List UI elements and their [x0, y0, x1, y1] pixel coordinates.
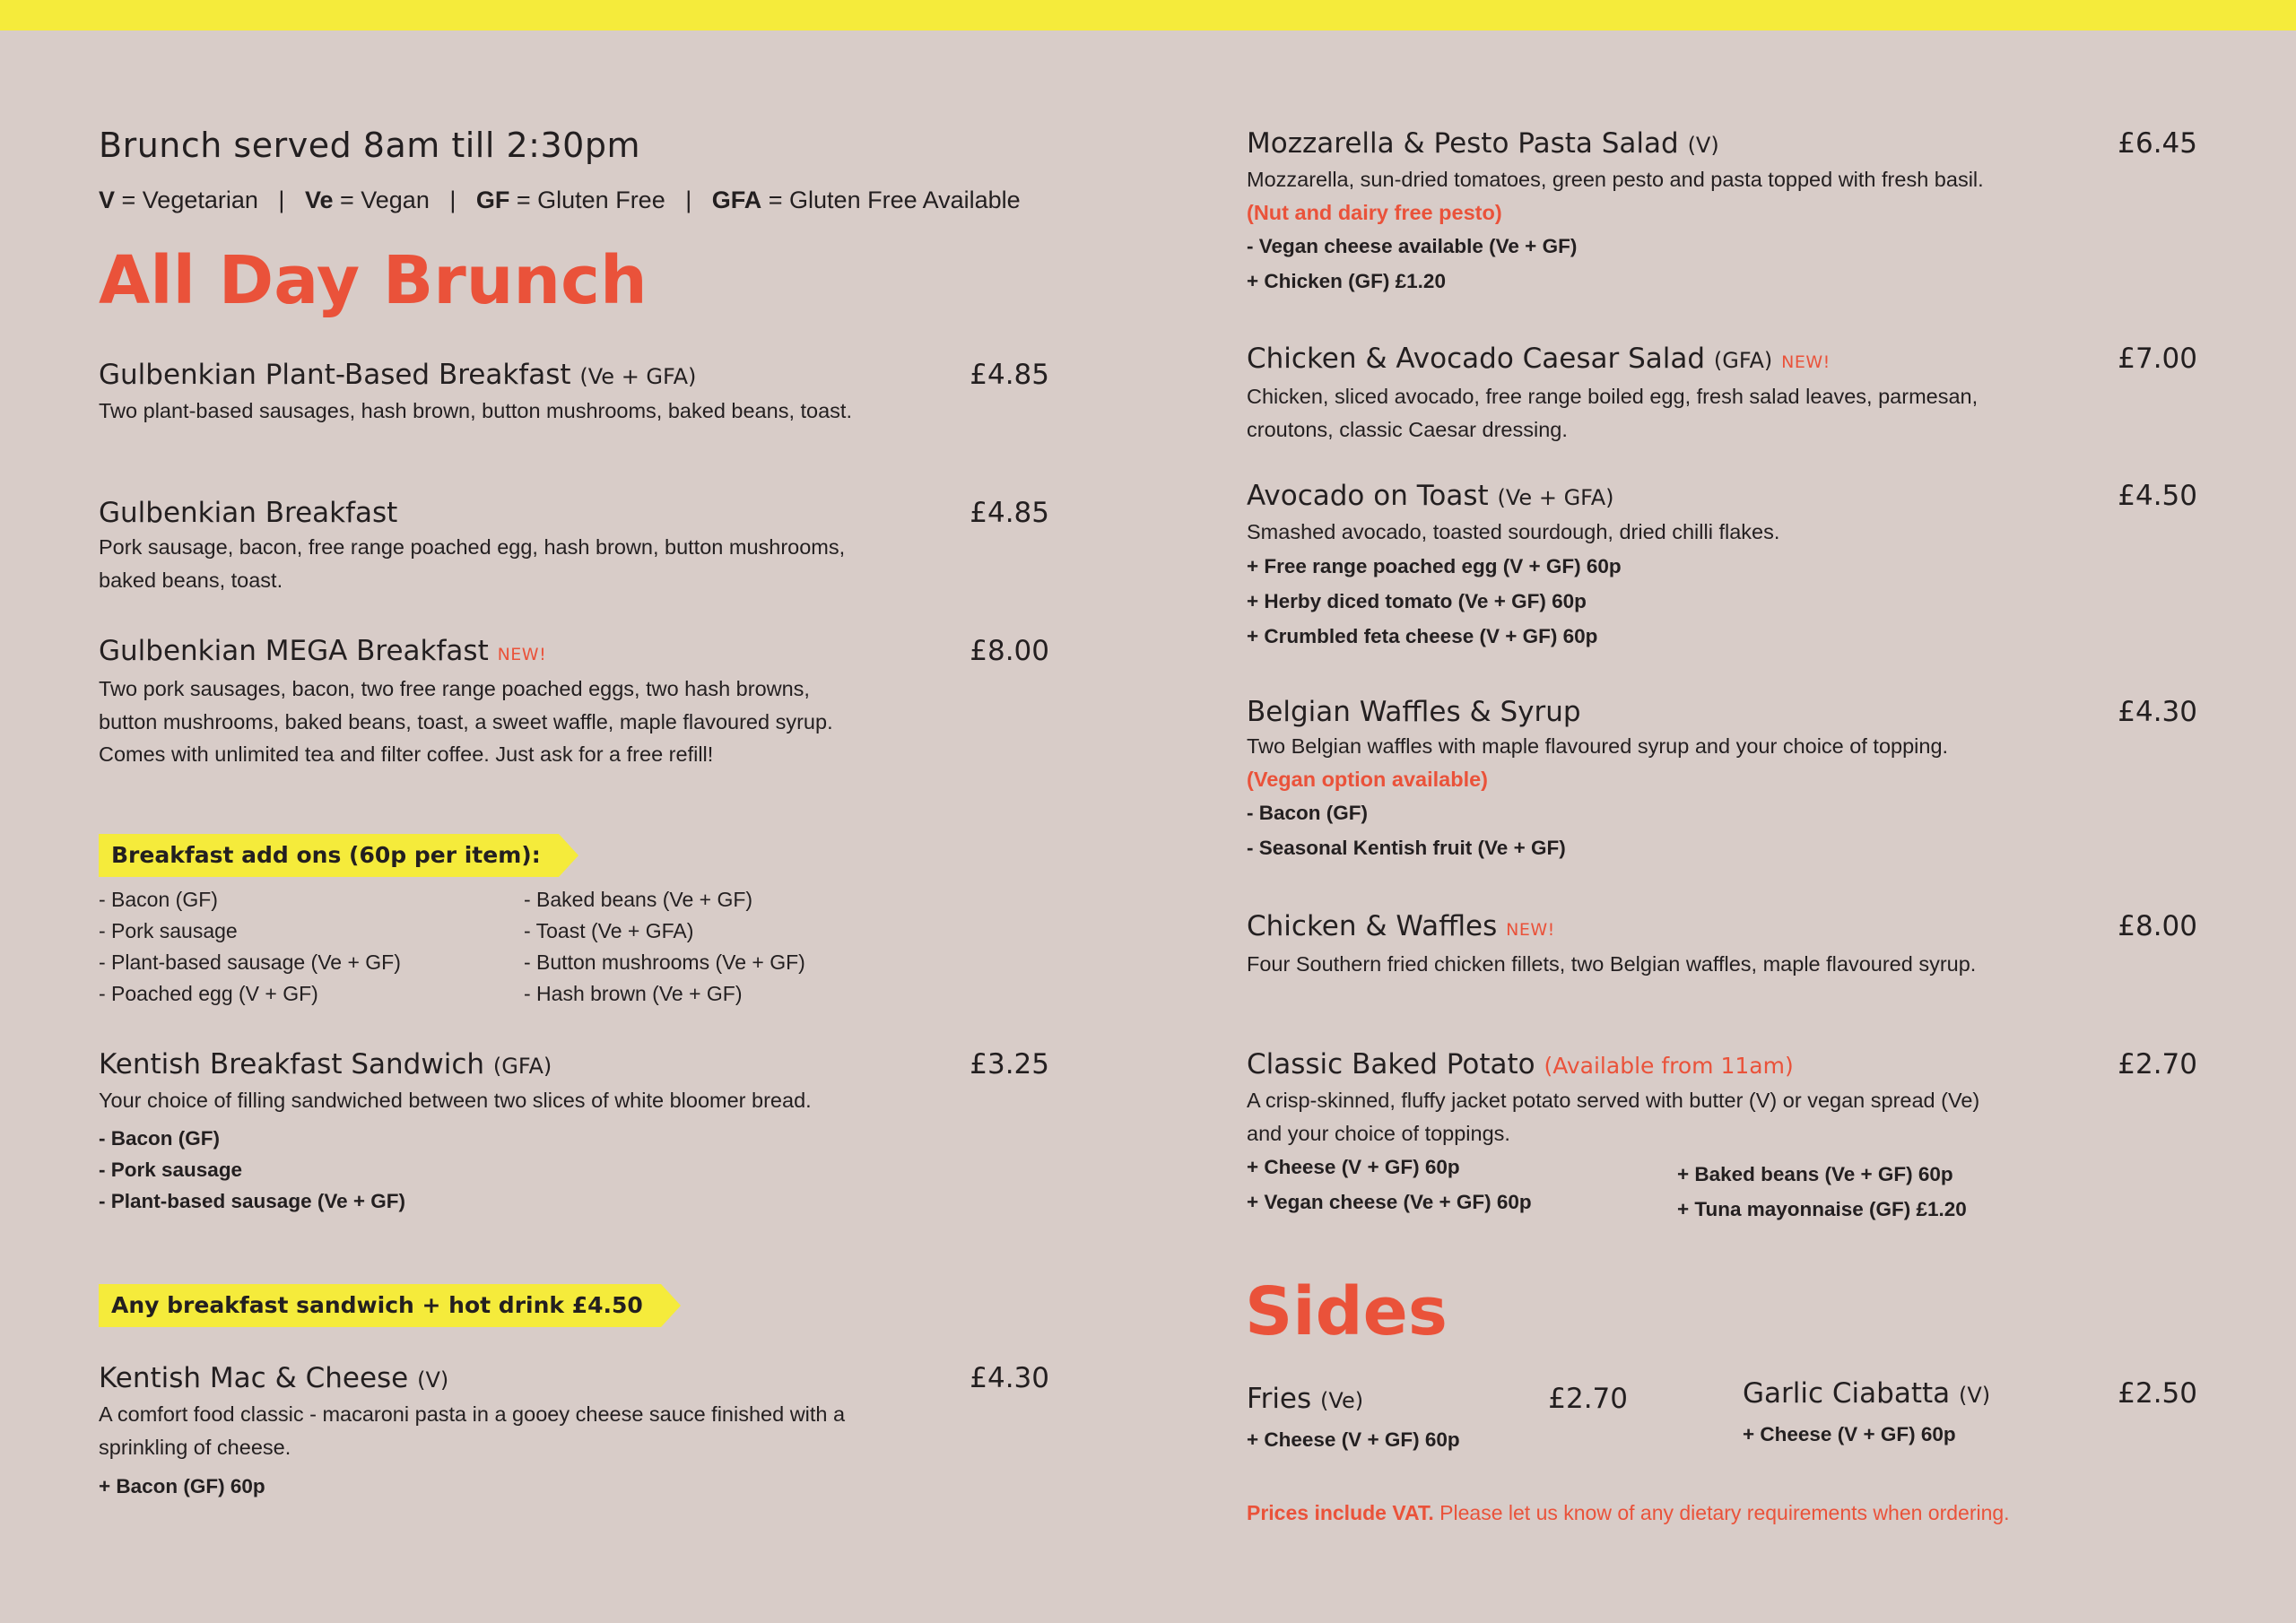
item-price: £2.70 [1548, 1383, 1628, 1415]
item-name: Chicken & Avocado Caesar Salad [1247, 343, 1706, 375]
option-item: + Crumbled feta cheese (V + GF) 60p [1247, 624, 1598, 647]
top-color-bar [0, 0, 2296, 30]
availability-note: (Available from 11am) [1544, 1053, 1794, 1079]
legend-text: = Vegetarian [115, 187, 258, 213]
item-title [1247, 908, 2197, 948]
item-description: Chicken, sliced avocado, free range boiled egg, fresh salad leaves, parmesan, croutons, classic Caesar dressing. [1247, 385, 1979, 441]
item-price: £3.25 [970, 1048, 1049, 1081]
new-badge: NEW! [1781, 352, 1831, 372]
item-price: £7.00 [2118, 343, 2197, 375]
option-item: + Cheese (V + GF) 60p [1743, 1423, 1956, 1445]
options-col-2 [1677, 1157, 1967, 1227]
dietary-tag: (Ve + GFA) [579, 364, 697, 389]
item-options [1247, 1150, 2197, 1230]
item-name: Kentish Breakfast Sandwich [99, 1048, 485, 1081]
menu-item-plant-breakfast [99, 357, 1049, 428]
options-col-1 [1247, 1150, 1532, 1219]
item-price: £2.50 [2118, 1377, 2197, 1410]
item-name: Mozzarella & Pesto Pasta Salad [1247, 127, 1679, 160]
option-item: + Cheese (V + GF) 60p [1247, 1156, 1460, 1178]
menu-item-garlic-ciabatta [1743, 1376, 2197, 1452]
item-options [1247, 229, 2197, 299]
footer-note [1247, 1501, 2010, 1525]
menu-item-breakfast-sandwich [99, 1046, 1049, 1217]
item-price: £2.70 [2118, 1048, 2197, 1081]
item-price: £8.00 [970, 635, 1049, 667]
item-description [1247, 730, 2018, 795]
legend-code: GFA [711, 187, 762, 213]
item-name: Fries [1247, 1383, 1312, 1415]
item-name: Kentish Mac & Cheese [99, 1362, 409, 1394]
item-name: Gulbenkian Breakfast [99, 497, 398, 529]
description-text: Mozzarella, sun-dried tomatoes, green pesto and pasta topped with fresh basil. [1247, 168, 1984, 191]
dietary-legend: V = Vegetarian | Ve = Vegan | GF = Gluten Free | GFA = Gluten Free Available [99, 187, 1021, 213]
list-item: - Pork sausage [99, 919, 238, 942]
dietary-request-note: Please let us know of any dietary requirements when ordering. [1433, 1501, 2010, 1524]
item-price: £8.00 [2118, 910, 2197, 942]
item-title [99, 357, 1049, 395]
new-badge: NEW! [497, 645, 547, 664]
item-name: Chicken & Waffles [1247, 910, 1498, 942]
description-text: Two Belgian waffles with maple flavoured syrup and your choice of topping. [1247, 734, 1949, 758]
item-description: Smashed avocado, toasted sourdough, dried chilli flakes. [1247, 520, 1780, 543]
item-description: Two pork sausages, bacon, two free range poached eggs, two hash browns, button mushrooms, baked beans, toast, a sweet waffle, maple flavoured syrup. Comes with unlimited tea and filter coffee. Just ask for a free refill! [99, 677, 833, 766]
item-description: Two plant-based sausages, hash brown, button mushrooms, baked beans, toast. [99, 399, 852, 422]
dietary-tag: (V) [1687, 133, 1719, 158]
item-description: A crisp-skinned, fluffy jacket potato served with butter (V) or vegan spread (Ve) and your choice of toppings. [1247, 1089, 1980, 1145]
item-price: £6.45 [2118, 127, 2197, 160]
option-item: + Cheese (V + GF) 60p [1247, 1428, 1460, 1451]
option-item: + Tuna mayonnaise (GF) £1.20 [1677, 1198, 1967, 1220]
option-item: - Pork sausage [99, 1158, 243, 1181]
dietary-tag: (Ve + GFA) [1497, 485, 1614, 510]
sides-title: Sides [1245, 1273, 1448, 1350]
dietary-tag: (V) [1958, 1383, 1991, 1408]
menu-item-mac-cheese [99, 1360, 1049, 1504]
menu-item-breakfast [99, 495, 1049, 596]
new-badge: NEW! [1506, 920, 1555, 940]
item-options [1247, 795, 2197, 865]
option-item: + Vegan cheese (Ve + GF) 60p [1247, 1191, 1532, 1213]
item-price: £4.30 [2118, 696, 2197, 728]
legend-code: Ve [304, 187, 334, 213]
menu-item-baked-potato [1247, 1046, 2197, 1230]
item-name: Avocado on Toast [1247, 480, 1489, 512]
option-item: - Bacon (GF) [1247, 802, 1368, 824]
item-options [1247, 549, 2197, 654]
list-item: - Hash brown (Ve + GF) [524, 982, 743, 1005]
item-name: Belgian Waffles & Syrup [1247, 696, 1581, 728]
option-item: + Baked beans (Ve + GF) 60p [1677, 1163, 1953, 1185]
item-options [99, 1123, 1049, 1217]
option-item: + Bacon (GF) 60p [99, 1475, 265, 1497]
addons-list-2 [524, 884, 954, 1010]
menu-item-avocado-toast [1247, 478, 2197, 654]
dietary-note: (Vegan option available) [1247, 767, 1488, 791]
option-item: + Free range poached egg (V + GF) 60p [1247, 554, 1622, 577]
option-item: - Plant-based sausage (Ve + GF) [99, 1189, 405, 1212]
addons-banner: Breakfast add ons (60p per item): [99, 834, 559, 877]
legend-code: V [99, 187, 116, 213]
item-description: Four Southern fried chicken fillets, two Belgian waffles, maple flavoured syrup. [1247, 952, 1977, 976]
legend-code: GF [475, 187, 510, 213]
list-item: - Plant-based sausage (Ve + GF) [99, 950, 401, 974]
item-options [99, 1469, 1049, 1504]
menu-item-belgian-waffles [1247, 694, 2197, 865]
dietary-tag: (GFA) [1713, 348, 1773, 373]
option-item: - Seasonal Kentish fruit (Ve + GF) [1247, 837, 1566, 859]
item-description: Your choice of filling sandwiched between two slices of white bloomer bread. [99, 1089, 812, 1112]
list-item: - Button mushrooms (Ve + GF) [524, 950, 805, 974]
option-item: + Chicken (GF) £1.20 [1247, 270, 1446, 292]
item-description: A comfort food classic - macaroni pasta in a gooey cheese sauce finished with a sprinkling of cheese. [99, 1402, 846, 1459]
legend-text: = Gluten Free Available [761, 187, 1021, 213]
item-price: £4.30 [970, 1362, 1049, 1394]
sandwich-deal-banner: Any breakfast sandwich + hot drink £4.50 [99, 1284, 661, 1327]
item-price: £4.85 [970, 359, 1049, 391]
addons-list-1 [99, 884, 520, 1010]
option-item: + Herby diced tomato (Ve + GF) 60p [1247, 589, 1587, 612]
item-title [1247, 126, 2197, 163]
legend-text: = Gluten Free [509, 187, 665, 213]
dietary-note: (Nut and dairy free pesto) [1247, 200, 1502, 224]
item-name: Gulbenkian Plant-Based Breakfast [99, 359, 571, 391]
dietary-tag: (Ve) [1320, 1388, 1364, 1413]
item-title [1247, 341, 2197, 380]
menu-item-pasta-salad [1247, 126, 2197, 299]
legend-text: = Vegan [333, 187, 430, 213]
option-item: - Bacon (GF) [99, 1126, 220, 1150]
item-price: £4.50 [2118, 480, 2197, 512]
item-title [99, 1046, 1049, 1084]
brunch-hours-heading: Brunch served 8am till 2:30pm [99, 126, 640, 165]
menu-item-chicken-waffles [1247, 908, 2197, 981]
item-name: Garlic Ciabatta [1743, 1377, 1951, 1410]
item-name: Gulbenkian MEGA Breakfast [99, 635, 489, 667]
item-description [1247, 163, 2018, 229]
dietary-tag: (GFA) [492, 1054, 552, 1079]
item-description: Pork sausage, bacon, free range poached egg, hash brown, button mushrooms, baked beans, toast. [99, 535, 846, 592]
item-title [1247, 694, 2197, 730]
item-title [99, 633, 1049, 673]
all-day-brunch-title: All Day Brunch [99, 242, 648, 319]
list-item: - Baked beans (Ve + GF) [524, 888, 753, 911]
dietary-tag: (V) [417, 1367, 449, 1393]
menu-item-caesar-salad [1247, 341, 2197, 446]
item-title [99, 495, 1049, 531]
item-price: £4.85 [970, 497, 1049, 529]
option-item: - Vegan cheese available (Ve + GF) [1247, 235, 1578, 257]
item-title [1247, 1046, 2197, 1084]
list-item: - Toast (Ve + GFA) [524, 919, 694, 942]
vat-note: Prices include VAT. [1247, 1501, 1434, 1524]
menu-item-fries [1247, 1381, 1628, 1457]
list-item: - Poached egg (V + GF) [99, 982, 318, 1005]
item-title [1247, 478, 2197, 516]
list-item: - Bacon (GF) [99, 888, 218, 911]
item-name: Classic Baked Potato [1247, 1048, 1535, 1081]
menu-item-mega-breakfast [99, 633, 1049, 771]
item-title [99, 1360, 1049, 1398]
